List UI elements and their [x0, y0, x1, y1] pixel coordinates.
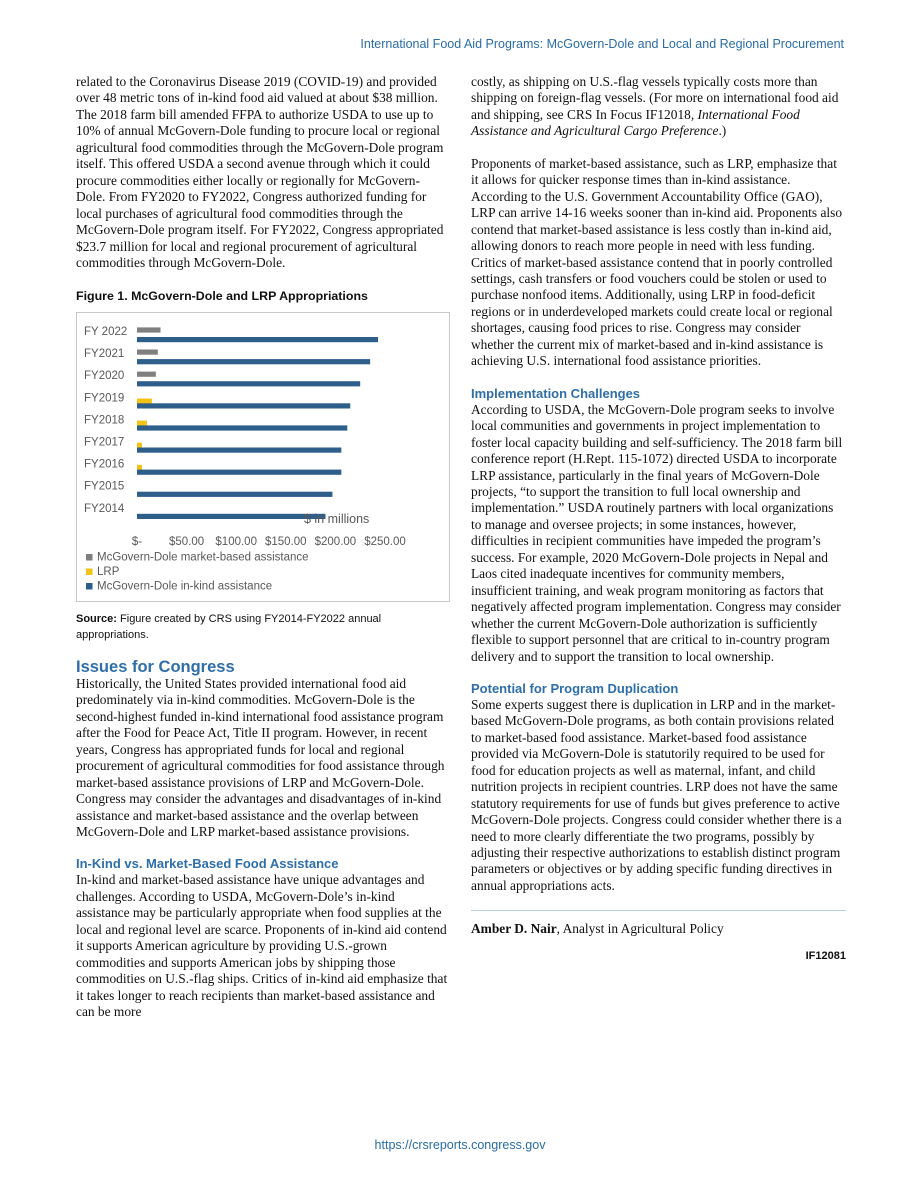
bar-mcgovern-dole-in-kind-assistance [137, 337, 378, 342]
bar-mcgovern-dole-market-based-assistance [137, 327, 161, 332]
bar-mcgovern-dole-in-kind-assistance [137, 381, 360, 386]
bar-mcgovern-dole-in-kind-assistance [137, 403, 350, 408]
shipping-paragraph [471, 74, 846, 140]
legend-swatch [86, 583, 93, 590]
inkind-paragraph: In-kind and market-based assistance have unique advantages and challenges. According to USDA, McGovern-Dole’s in-kind assistance may be particularly appropriate when food supplies at the local and regional level are scarce. Proponents of in-kind aid contend it supports American agriculture by providing U.S.-grown commodities and supports American jobs by shipping those commodities on U.S.-flag ships. Critics of in-kind aid emphasize that it takes longer to reach recipients than market-based assistance and can be more [76, 872, 448, 1020]
bar-mcgovern-dole-in-kind-assistance [137, 359, 370, 364]
y-tick-label: FY2016 [84, 458, 125, 471]
bar-mcgovern-dole-market-based-assistance [137, 349, 158, 354]
bar-lrp [137, 420, 147, 425]
bar-lrp [137, 465, 142, 470]
source-text: Figure created by CRS using FY2014-FY2022 annual appropriations. [76, 612, 382, 641]
y-tick-label: FY2021 [84, 347, 125, 360]
author-line [471, 921, 846, 937]
duplication-paragraph: Some experts suggest there is duplication in LRP and in the market-based McGovern-Dole programs, as both contain provisions related to market-based food assistance. Market-based food assistance provided via McGovern-Dole is statutorily required to be used for food for education projects as well as maternal, infant, and child nutrition projects in recipient countries. LRP does not have the same statutory requirements for use of funds but gives preference to active McGovern-Dole projects. Congress could consider whether there is a need to more clearly differentiate the two programs, possibly by adjusting their respective authorizations to establish distinct program parameters or objectives or by adding specific funding directives in annual appropriations acts. [471, 696, 842, 893]
left-column [76, 74, 448, 1021]
y-tick-label: FY2017 [84, 436, 125, 449]
author-title: , Analyst in Agricultural Policy [556, 921, 724, 937]
x-tick-label: $250.00 [364, 535, 406, 548]
bar-mcgovern-dole-in-kind-assistance [137, 514, 325, 519]
bar-mcgovern-dole-in-kind-assistance [137, 492, 332, 497]
issues-paragraph: Historically, the United States provided international food aid predominately via in-kind commodities. McGovern-Dole is the second-highest funded in-kind international food assistance program after the Food for Peace Act, Title II program. However, in recent years, Congress has appropriated funds for local and regional procurement of agricultural commodities for food assistance through market-based assistance provisions of LRP and McGovern-Dole. Congress may consider the advantages and disadvantages of in-kind assistance and market-based assistance and the overlap between McGovern-Dole and LRP market-based assistance provisions. [76, 675, 445, 839]
implementation-heading: Implementation Challenges [471, 385, 641, 401]
legend-label: LRP [97, 565, 120, 578]
units-label: $ in millions [304, 511, 370, 526]
x-tick-label: $50.00 [169, 535, 205, 548]
y-tick-label: FY2014 [84, 502, 125, 515]
shipping-text: costly, as shipping on U.S.-flag vessels typically costs more than shipping on foreign-flag vessels. (For more on international food aid and shipping, see CRS In Focus IF12018, [471, 74, 839, 122]
issues-heading: Issues for Congress [76, 657, 235, 676]
y-tick-label: FY2019 [84, 392, 125, 405]
right-column [471, 74, 846, 964]
x-tick-label: $200.00 [314, 535, 357, 548]
running-header: International Food Aid Programs: McGovern-Dole and Local and Regional Procurement [360, 37, 844, 51]
figure-title: Figure 1. McGovern-Dole and LRP Appropriations [76, 289, 368, 304]
bar-mcgovern-dole-in-kind-assistance [137, 447, 341, 452]
duplication-heading: Potential for Program Duplication [471, 680, 679, 696]
document-id: IF12081 [805, 949, 846, 962]
legend-label: McGovern-Dole market-based assistance [97, 551, 309, 564]
bar-mcgovern-dole-in-kind-assistance [137, 469, 341, 474]
y-tick-label: FY 2022 [84, 325, 128, 338]
source-label: Source: [76, 612, 117, 625]
author-divider [471, 910, 846, 911]
y-tick-label: FY2018 [84, 414, 125, 427]
bar-mcgovern-dole-market-based-assistance [137, 371, 156, 376]
footer-url[interactable]: https://crsreports.congress.gov [374, 1138, 546, 1152]
market-based-paragraph: Proponents of market-based assistance, such as LRP, emphasize that it allows for quicker response times than in-kind assistance. According to the U.S. Government Accountability Office (GAO), LRP can arrive 14-16 weeks sooner than in-kind aid. Proponents also contend that market-based assistance is less costly than in-kind aid, allowing donors to reach more people in need with less funding. Critics of market-based assistance contend that in poorly controlled settings, cash transfers or food vouchers could be stolen or used to purchase nonfood items. Additionally, using LRP in food-deficit regions or in underdeveloped markets could create local or regional shortages, causing food prices to rise. Congress may consider whether the current mix of market-based and in-kind assistance is achieving U.S. international food assistance priorities. [471, 155, 843, 369]
report-title-link: International Food Assistance and Agricultural Cargo Preference [471, 106, 800, 139]
author-name: Amber D. Nair [471, 921, 557, 937]
implementation-paragraph: According to USDA, the McGovern-Dole program seeks to involve local communities and governments in project implementation to foster local capacity building and self-sufficiency. The 2018 farm bill conference report (H.Rept. 115-1072) directed USDA to incorporate LRP assistance, particularly in the final years of McGovern-Dole projects, “to support the transition to full local ownership and implementation.” USDA routinely partners with local organizations to manage and oversee projects; in some instances, however, difficulties in recipient communities have impeded the program’s success. For example, 2020 McGovern-Dole projects in Nepal and Laos cited inadequate incentives for community members, insufficient training, and weak program monitoring as factors that negatively affected program implementation. Congress may consider whether the current McGovern-Dole authorization is sufficiently flexible to support personnel that are critical to in-country program delivery and to support the transition to local ownership. [471, 401, 843, 664]
x-tick-label: $100.00 [215, 535, 257, 548]
bar-lrp [137, 443, 142, 448]
x-tick-label: $150.00 [265, 535, 307, 548]
legend-swatch [86, 568, 93, 575]
appropriations-chart [76, 312, 450, 602]
y-tick-label: FY2020 [84, 370, 125, 383]
y-tick-label: FY2015 [84, 480, 125, 493]
intro-paragraph: related to the Coronavirus Disease 2019 (COVID-19) and provided over 48 metric tons of in-kind food aid valued at about $38 million. The 2018 farm bill amended FFPA to authorize USDA to use up to 10% of annual McGovern-Dole funding to procure local or regional agricultural food commodities through the McGovern-Dole program itself. This offered USDA a second avenue through which it could procure commodities either locally or regionally for McGovern-Dole. From FY2020 to FY2022, Congress authorized funding for local purchases of agricultural food commodities through the McGovern-Dole program itself. For FY2022, Congress appropriated $23.7 million for local and regional procurement of agricultural commodities through McGovern-Dole. [76, 74, 444, 270]
inkind-heading: In-Kind vs. Market-Based Food Assistance [76, 856, 339, 872]
legend-swatch [86, 554, 93, 561]
figure-source [76, 611, 448, 643]
bar-lrp [137, 398, 152, 403]
chart-svg [77, 313, 449, 601]
shipping-text-end: .) [718, 123, 727, 139]
x-tick-label: $- [131, 535, 143, 548]
bar-mcgovern-dole-in-kind-assistance [137, 425, 347, 430]
legend-label: McGovern-Dole in-kind assistance [97, 580, 273, 593]
